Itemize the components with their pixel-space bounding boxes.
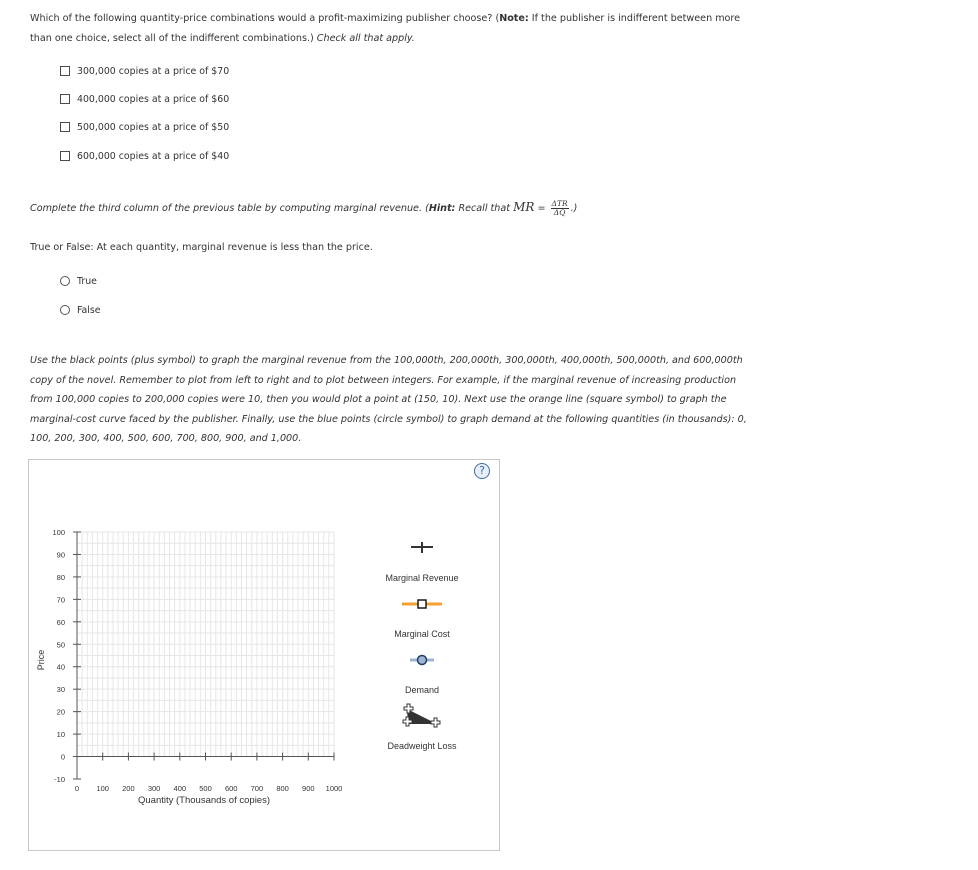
y-tick-label: 90 xyxy=(56,550,65,560)
y-tick-label: 30 xyxy=(56,685,65,695)
question3-prompt: True or False: At each quantity, marginal revenue is less than the price. xyxy=(30,242,373,253)
checkbox-option-3[interactable]: 500,000 copies at a price of $50 xyxy=(60,120,229,134)
x-axis-label: Quantity (Thousands of copies) xyxy=(137,795,271,806)
checkbox-option-4[interactable]: 600,000 copies at a price of $40 xyxy=(60,149,229,163)
chart-axes xyxy=(52,528,342,793)
y-tick-label: 20 xyxy=(56,707,65,717)
legend-marginal-cost: Marginal Cost xyxy=(394,629,450,639)
checkbox-option-1[interactable]: 300,000 copies at a price of $70 xyxy=(60,64,229,78)
y-tick-label: -10 xyxy=(54,775,65,784)
x-tick-label: 400 xyxy=(173,784,187,793)
x-tick-label: 500 xyxy=(199,784,212,793)
y-tick-label: 80 xyxy=(56,572,65,582)
y-axis-label: Price xyxy=(36,649,46,671)
y-tick-label: 60 xyxy=(56,617,65,627)
circle-icon[interactable] xyxy=(418,656,427,665)
marginal-cost-tool[interactable] xyxy=(402,600,442,608)
x-tick-label: 1000 xyxy=(325,784,343,793)
radio-option-true[interactable]: True xyxy=(60,274,97,288)
deadweight-loss-tool[interactable] xyxy=(403,704,440,727)
x-tick-label: 100 xyxy=(96,784,109,793)
question2-prompt: Complete the third column of the previous table by computing marginal revenue. (Hint: Recall that MR = $\frac{\text{ΔTR}}{\Delta Q}$ .) xyxy=(30,198,578,217)
radio-option-false[interactable]: False xyxy=(60,303,101,317)
question4-instructions: Use the black points (plus symbol) to graph the marginal revenue from the 100,000th, 200,000th, 300,000th, 400,000th, 500,000th, and 600,000th copy of the novel. Remember to plot from left to right and to plot between integers. For example, if the marginal revenue of increasing production from 100,000 copies to 200,000 copies were 10, then you would plot a point at (150, 10). Next use the orange line (square symbol) to graph the marginal-cost curve faced by the publisher. Finally, use the blue points (circle symbol) to graph demand at the following quantities (in thousands): 0, 100, 200, 300, 400, 500, 600, 700, 800, 900, and 1,000. xyxy=(30,355,747,444)
x-tick-label: 200 xyxy=(122,784,135,793)
y-tick-label: 100 xyxy=(52,528,65,537)
y-tick-label: 40 xyxy=(56,662,65,672)
square-icon[interactable] xyxy=(418,600,426,608)
x-tick-label: 900 xyxy=(302,784,315,793)
x-tick-label: 600 xyxy=(224,784,238,793)
y-tick-label: 50 xyxy=(56,640,65,650)
legend-demand: Demand xyxy=(404,685,440,695)
y-tick-label: 70 xyxy=(56,595,65,605)
legend-marginal-revenue: Marginal Revenue xyxy=(385,573,459,583)
legend-deadweight-loss: Deadweight Loss xyxy=(387,741,457,751)
demand-tool[interactable] xyxy=(410,656,434,665)
marginal-revenue-tool[interactable] xyxy=(411,542,433,553)
y-tick-label: 10 xyxy=(56,730,65,740)
hint-fraction: $\frac{\text{ΔTR}}{\Delta Q}$ xyxy=(551,198,568,217)
help-icon[interactable]: ? xyxy=(474,463,490,479)
x-tick-label: 700 xyxy=(250,784,264,793)
x-tick-label: 300 xyxy=(147,784,161,793)
x-tick-label: 0 xyxy=(74,784,80,793)
question1-prompt: Which of the following quantity-price combinations would a profit-maximizing publisher choose? (Note: If the publisher is indifferent between more than one choice, select all of the indifferent combinations.) Check all that apply. xyxy=(30,13,741,44)
chart-grid xyxy=(77,532,334,757)
x-tick-label: 800 xyxy=(276,784,289,793)
y-tick-label: 0 xyxy=(60,752,65,762)
checkbox-option-2[interactable]: 400,000 copies at a price of $60 xyxy=(60,92,229,106)
